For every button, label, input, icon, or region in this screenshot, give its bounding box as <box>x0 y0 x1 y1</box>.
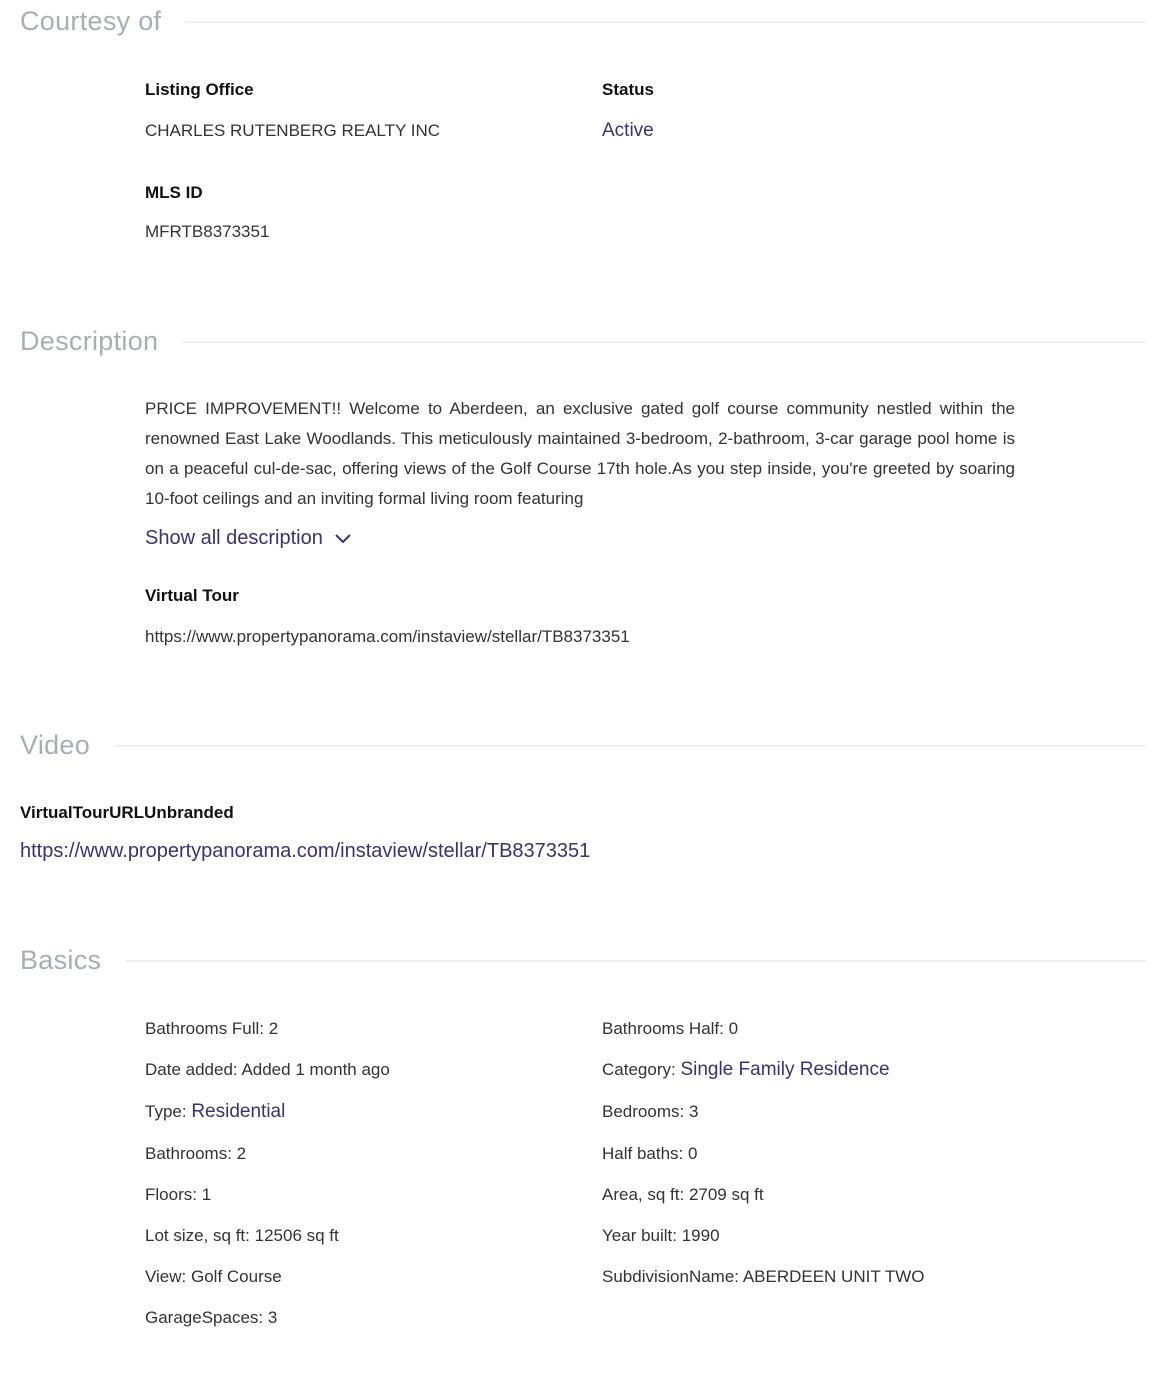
basic-item-value: 1 <box>201 1185 212 1204</box>
basic-item-label: Half baths: <box>602 1144 684 1163</box>
basic-item-value: 2 <box>268 1019 279 1038</box>
chevron-down-icon <box>335 534 351 544</box>
basic-item-label: Year built: <box>602 1226 677 1245</box>
basic-lot-size <box>145 1226 339 1246</box>
basic-item-value: Added 1 month ago <box>241 1060 390 1079</box>
basic-item-label: Date added: <box>145 1060 238 1079</box>
basic-floors <box>145 1185 211 1205</box>
video-url-link[interactable]: https://www.propertypanorama.com/instaview/stellar/TB8373351 <box>20 840 591 862</box>
video-url-label: VirtualTourURLUnbranded <box>20 803 234 822</box>
basic-date-added <box>145 1060 390 1080</box>
basic-item-value: 2709 sq ft <box>688 1185 764 1204</box>
basic-item-label: Category: <box>602 1060 676 1079</box>
basic-item-value: 3 <box>267 1308 278 1327</box>
virtual-tour-label: Virtual Tour <box>145 586 239 605</box>
mls-id-value: MFRTB8373351 <box>145 222 270 241</box>
basic-year-built <box>602 1226 720 1246</box>
show-all-description-button[interactable] <box>145 527 351 550</box>
section-divider <box>185 21 1146 23</box>
basic-item-value: 0 <box>688 1144 698 1163</box>
basic-bathrooms-half <box>602 1019 738 1039</box>
basic-item-label: Bathrooms Half: <box>602 1019 724 1038</box>
basic-item-value: 12506 sq ft <box>254 1226 339 1245</box>
basic-item-label: SubdivisionName: <box>602 1267 740 1286</box>
basic-item-label: View: <box>145 1267 187 1286</box>
virtual-tour-url[interactable]: https://www.propertypanorama.com/instaview/stellar/TB8373351 <box>145 627 630 646</box>
basic-item-value: ABERDEEN UNIT TWO <box>742 1267 925 1286</box>
basic-area <box>602 1185 764 1205</box>
basic-category <box>602 1059 890 1081</box>
video-section-header <box>20 730 1146 761</box>
basic-half-baths <box>602 1144 697 1164</box>
listing-office-label: Listing Office <box>145 80 254 99</box>
basic-item-label: Lot size, sq ft: <box>145 1226 250 1245</box>
description-text: PRICE IMPROVEMENT!! Welcome to Aberdeen, an exclusive gated golf course community nestled within the renowned East Lake Woodlands. This meticulously maintained 3-bedroom, 2-bathroom, 3-car garage pool home is on a peaceful cul-de-sac, offering views of the Golf Course 17th hole.As you step inside, you're greeted by soaring 10-foot ceilings and an inviting formal living room featuring <box>145 399 1015 508</box>
basic-view <box>145 1267 282 1287</box>
listing-office-value: CHARLES RUTENBERG REALTY INC <box>145 121 441 140</box>
description-section-title: Description <box>20 326 159 356</box>
basics-section-header <box>20 945 1146 976</box>
status-value: Active <box>602 120 654 141</box>
basic-type <box>145 1101 285 1123</box>
courtesy-section-header <box>20 6 1146 37</box>
status-label: Status <box>602 80 654 99</box>
mls-id-label: MLS ID <box>145 183 203 202</box>
basic-bathrooms-full <box>145 1019 278 1039</box>
basic-garage-spaces <box>145 1308 277 1328</box>
basic-item-label: Type: <box>145 1102 187 1121</box>
description-section-header <box>20 326 1146 357</box>
basic-item-value: 1990 <box>681 1226 720 1245</box>
basic-item-value: 2 <box>236 1144 247 1163</box>
basic-subdivision-name <box>602 1267 924 1287</box>
section-divider <box>125 960 1146 962</box>
basic-item-label: Bathrooms Full: <box>145 1019 265 1038</box>
basic-type-link[interactable]: Residential <box>191 1101 286 1122</box>
basic-item-value: 3 <box>688 1102 699 1121</box>
video-section-title: Video <box>20 730 91 760</box>
basic-item-value: Golf Course <box>191 1267 282 1286</box>
basic-item-label: GarageSpaces: <box>145 1308 264 1327</box>
section-divider <box>182 341 1146 343</box>
basic-item-label: Area, sq ft: <box>602 1185 685 1204</box>
courtesy-section-title: Courtesy of <box>20 6 162 36</box>
basic-item-label: Bathrooms: <box>145 1144 232 1163</box>
show-all-description-label: Show all description <box>145 527 323 549</box>
basics-section-title: Basics <box>20 945 102 975</box>
basic-category-link[interactable]: Single Family Residence <box>680 1059 890 1080</box>
basic-bathrooms <box>145 1144 246 1164</box>
basic-bedrooms <box>602 1102 698 1122</box>
basic-item-value: 0 <box>728 1019 739 1038</box>
section-divider <box>114 745 1146 747</box>
basic-item-label: Floors: <box>145 1185 197 1204</box>
basic-item-label: Bedrooms: <box>602 1102 685 1121</box>
